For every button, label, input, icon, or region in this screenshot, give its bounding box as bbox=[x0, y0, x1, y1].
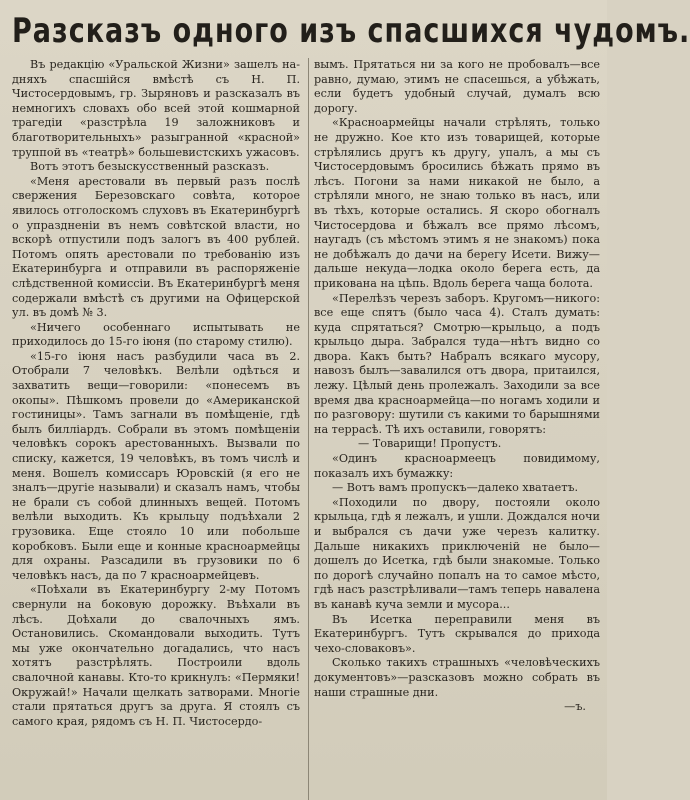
paragraph: вымъ. Прятаться ни за кого не пробовалъ—все равно, думаю, этимъ не спасешься, а убѣжать, если будетъ удобный случай, думалъ всю дорогу. bbox=[314, 58, 600, 115]
signature: —ъ. bbox=[564, 700, 586, 714]
paragraph: «Походили по двору, постояли около крыльца, гдѣ я лежалъ, и ушли. Дождался ночи и выбрался съ дачи уже черезъ калитку. Дальше никакихъ приключеній не было—дошелъ до Исетка, гдѣ были знакомые. Только по дорогѣ случайно попалъ на то самое мѣсто, гдѣ насъ разстрѣливали—тамъ теперь навалена въ канавѣ куча земли и мусора... bbox=[314, 495, 600, 611]
paragraph: «Перелѣзъ черезъ заборъ. Кругомъ—никого: все еще спятъ (было часа 4). Сталъ думать: куда спрятаться? Смотрю—крыльцо, а подъ крыльцо дыра. Забрался туда—нѣтъ видно со двора. Какъ быть? Набралъ всякаго мусору, навозъ былъ—завалился отъ двора, притаился, лежу. Цѣлый день пролежалъ. Заходили за все время два красноармейца—по ногамъ ходили и по разговору: шутили съ какими то барышнями на террасѣ. Тѣ ихъ оставили, говорятъ: bbox=[314, 291, 600, 436]
right-column bbox=[314, 58, 600, 800]
paragraph: Въ редакцію «Уральской Жизни» зашелъ на-дняхъ спасшійся вмѣстѣ съ Н. П. Чистосердовымъ, гр. Зыряновъ и разсказалъ въ немногихъ словахъ обо всей этой кошмарной трагедіи «разстрѣла 19 заложниковъ и благотворительныхъ» разыгранной «красной» труппой въ «театрѣ» большевистскихъ ужасовъ. bbox=[12, 58, 300, 159]
paragraph: «Поѣхали въ Екатеринбургу 2-му Потомъ свернули на боковую дорожку. Въѣхали въ лѣсъ. Доѣхали до свалочныхъ ямъ. Остановились. Скомандовали выходить. Тутъ мы уже окончательно догадались, что насъ хотятъ разстрѣлять. Построили вдоль свалочной канавы. Кто-то крикнулъ: «Пермяки! Окружай!» Начали щелкать затворами. Многіе стали прятаться другъ за друга. Я стоялъ съ самого края, рядомъ съ Н. П. Чистосердо- bbox=[12, 583, 300, 728]
paragraph: «15-го іюня насъ разбудили часа въ 2. Отобрали 7 человѣкъ. Велѣли одѣться и захватить вещи—говорили: «понесемъ въ окопы». Пѣшкомъ провели до «Американской гостиницы». Тамъ загнали въ помѣщеніе, гдѣ былъ билліардъ. Собрали въ этомъ помѣщеніи человѣкъ сорокъ арестованныхъ. Вызвали по списку, кажется, 19 человѣкъ, въ томъ числѣ и меня. Вошелъ комиссаръ Юровскій (я его не зналъ—другіе называли) и сказалъ намъ, чтобы не брали съ собой длинныхъ вещей. Потомъ велѣли выходить. Къ крыльцу подъѣхали 2 грузовика. Еще стояло 10 или побольше коробковъ. Были еще и конные красноармейцы для охраны. Разсадили въ грузовики по 6 человѣкъ насъ, да по 7 красноармейцевъ. bbox=[12, 349, 300, 582]
paragraph: «Меня арестовали въ первый разъ послѣ свержения Березовскаго совѣта, которое явилось отголоскомъ слуховъ въ Екатеринбургѣ о упраздненіи въ немъ совѣтской власти, но вскорѣ отпустили подъ залогъ въ 400 рублей. Потомъ опять арестовали по требованію изъ Екатеринбурга и отправили въ распоряженіе слѣдственной комиссіи. Въ Екатеринбургѣ меня содержали вмѣстѣ съ другими на Офицерской ул. въ домѣ № 3. bbox=[12, 174, 300, 320]
article-columns bbox=[12, 58, 600, 800]
paragraph: Сколько такихъ страшныхъ «человѣческихъ документовъ»—разсказовъ можно собрать въ наши страшные дни. bbox=[314, 656, 600, 699]
paragraph: «Красноармейцы начали стрѣлять, только не дружно. Кое кто изъ товарищей, которые стрѣлялись другъ къ другу, упалъ, а мы съ Чистосердовымъ бросились бѣжать прямо въ лѣсъ. Погони за нами никакой не было, а стрѣляли много, не знаю только въ насъ, или въ тѣхъ, которые остались. Я скоро обогналъ Чистосердова и бѣжалъ все прямо лѣсомъ, наугадъ (съ мѣстомъ этимъ я не знакомъ) пока не добѣжалъ до дачи на берегу Исети. Вижу—дальше некуда—лодка около берега есть, да прикована на цѣпь. Вдоль берега чаща болота. bbox=[314, 116, 600, 290]
paragraph: Вотъ этотъ безыскусственный разсказъ. bbox=[30, 160, 270, 174]
paragraph: «Ничего особеннаго испытывать не приходилось до 15-го іюня (по старому стилю). bbox=[12, 320, 300, 349]
dialogue-line: — Вотъ вамъ пропускъ—далеко хватаетъ. bbox=[332, 481, 579, 495]
column-divider bbox=[308, 58, 309, 800]
headline: Разсказъ одного изъ спасшихся чудомъ. bbox=[12, 12, 690, 51]
paragraph: «Одинъ красноармеецъ повидимому, показалъ ихъ бумажку: bbox=[314, 452, 600, 480]
paragraph: Въ Исетка переправили меня въ Екатеринбургъ. Тутъ скрывался до прихода чехо-словаковъ». bbox=[314, 612, 600, 655]
left-column bbox=[12, 58, 300, 800]
dialogue-line: — Товарищи! Пропустъ. bbox=[358, 437, 502, 451]
